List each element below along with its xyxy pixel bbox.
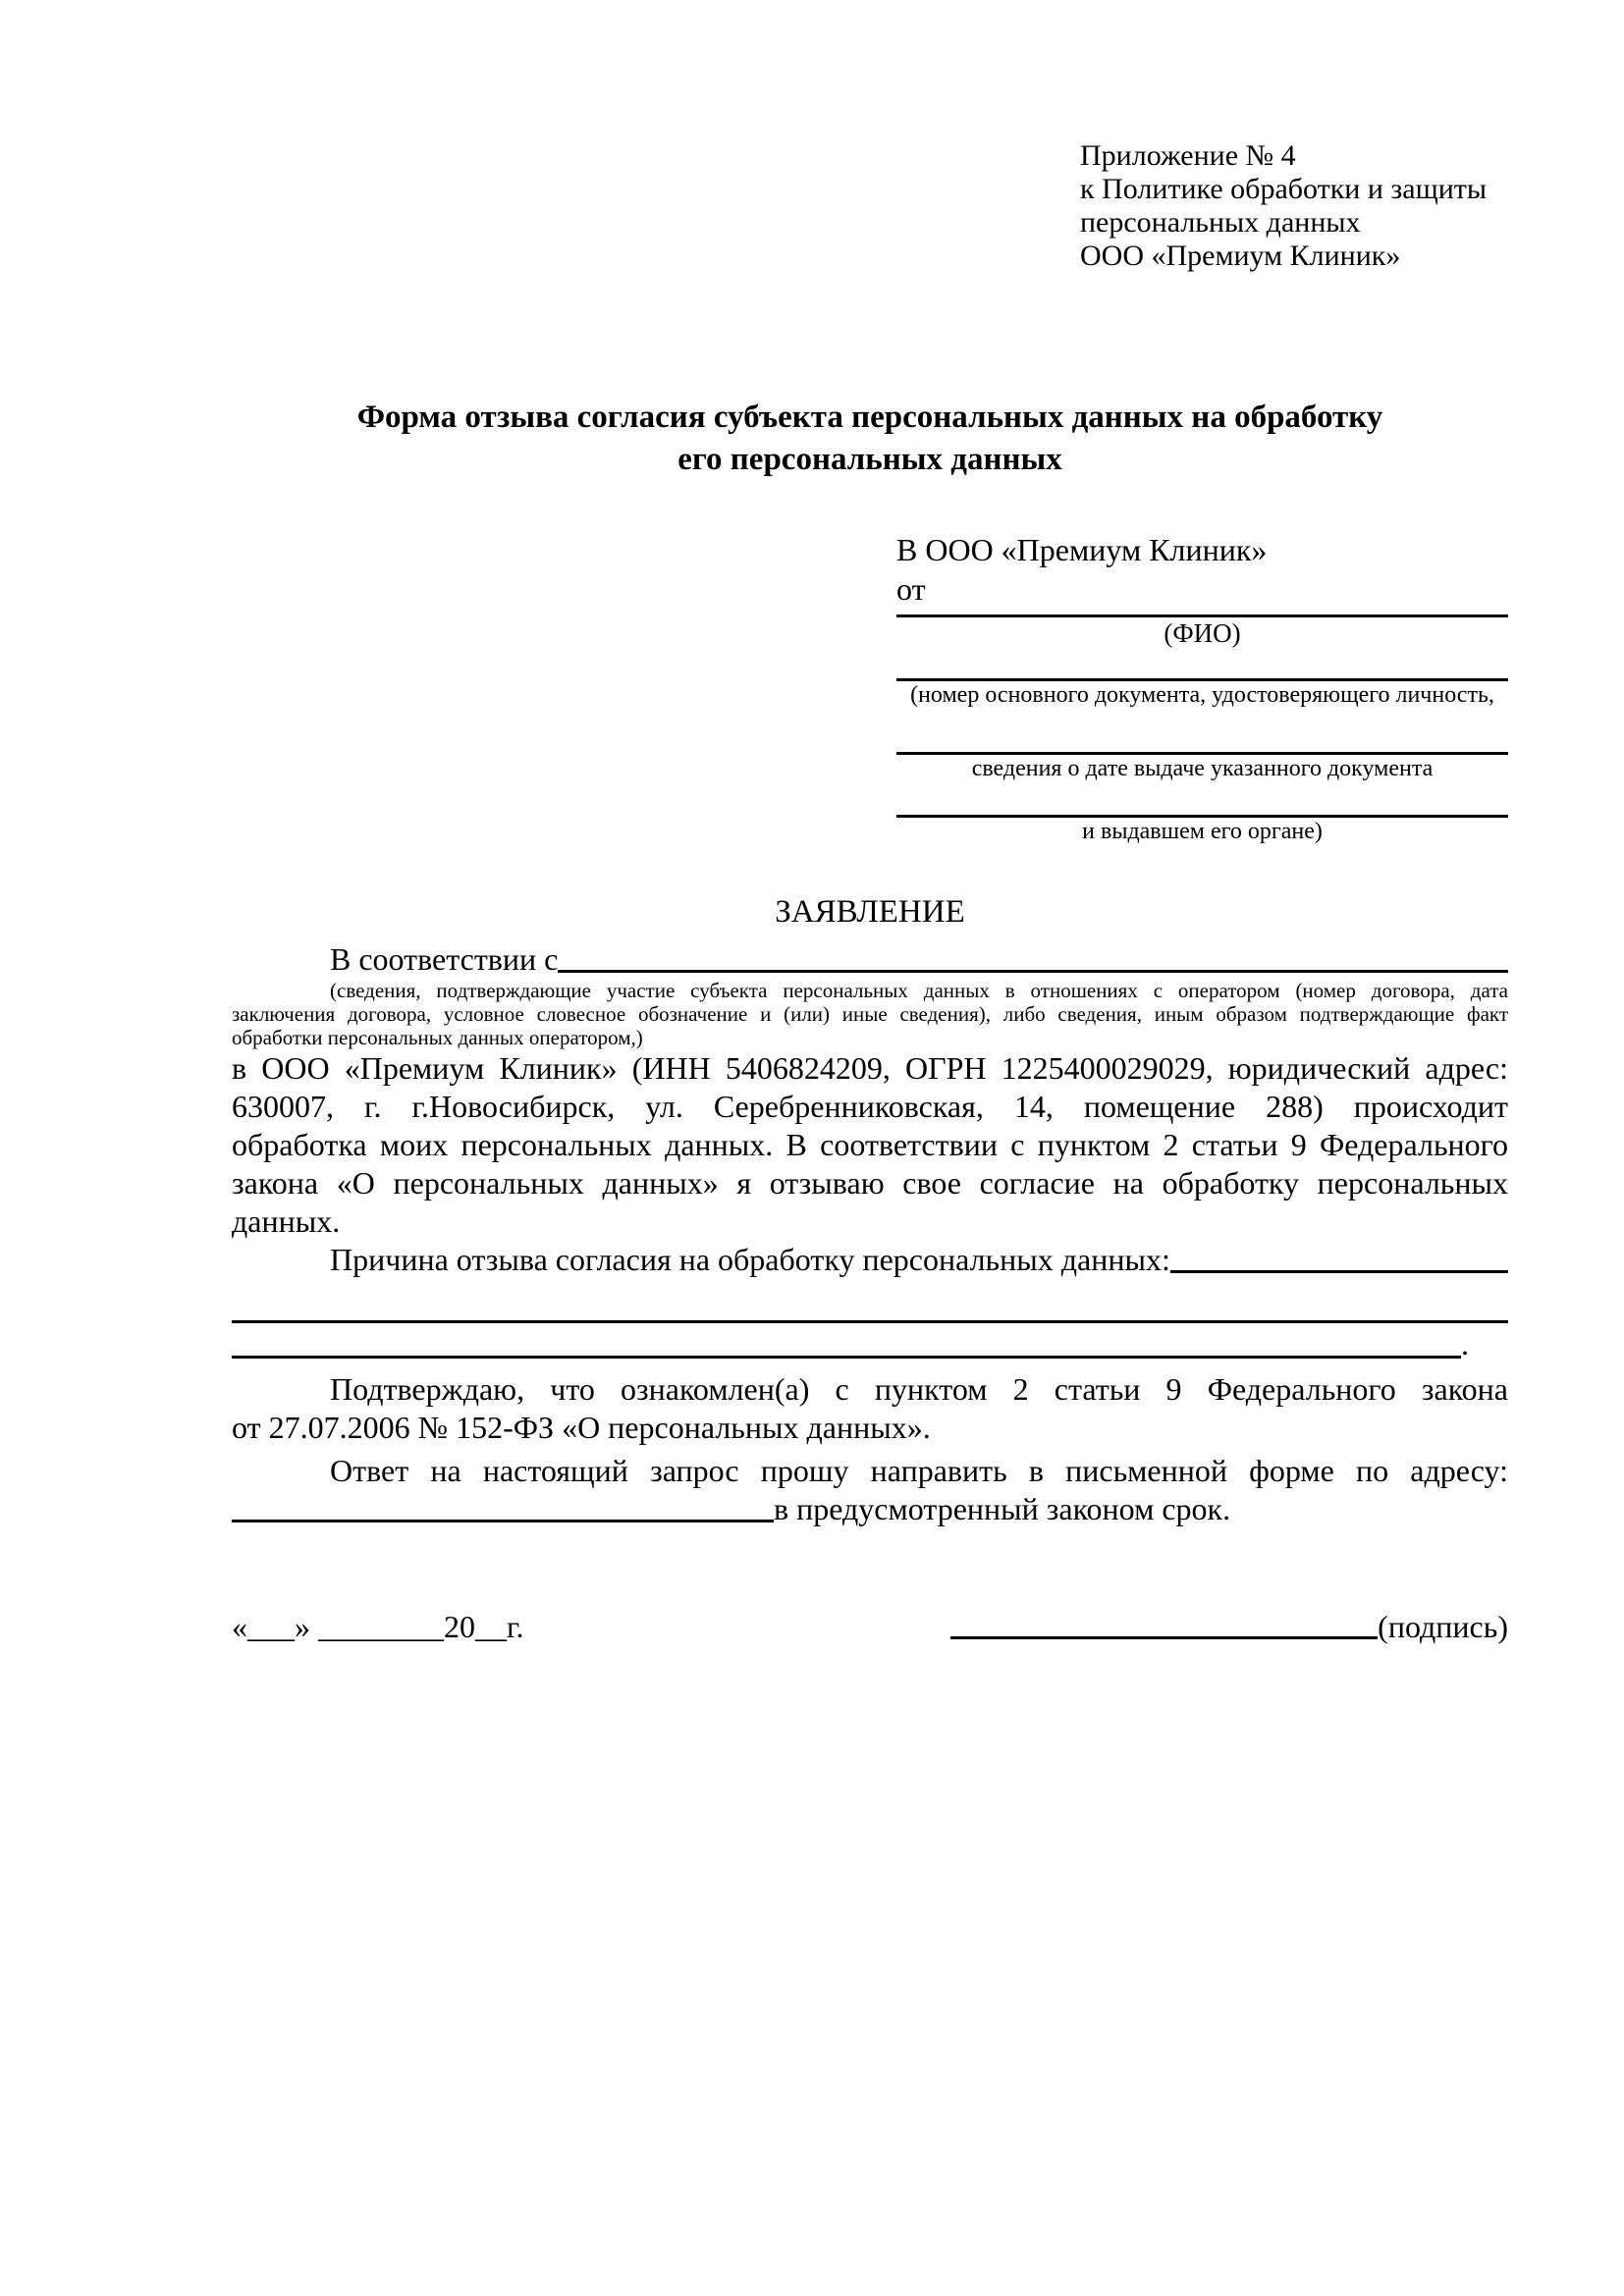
appendix-block <box>1080 139 1508 273</box>
title-line: его персональных данных <box>677 442 1062 477</box>
reason-row <box>232 1241 1508 1279</box>
date-field[interactable]: «___» ________20__г. <box>232 1609 524 1644</box>
basis-label: В соответствии с <box>330 941 559 977</box>
document-issue-date-input-line[interactable] <box>896 709 1508 755</box>
body-line: закона «О персональных данных» я отзываю свое согласие на обработку персональных <box>232 1165 1508 1201</box>
document-number-input-line[interactable] <box>896 649 1508 681</box>
title-line: Форма отзыва согласия субъекта персональных данных на обработку <box>356 400 1383 435</box>
response-label: Ответ на настоящий запрос прошу направить в письменной форме по адресу: <box>330 1453 1508 1488</box>
signature-caption: (подпись) <box>1378 1609 1508 1644</box>
basis-input-line[interactable] <box>558 940 1508 973</box>
appendix-line: ООО «Премиум Клиник» <box>1080 240 1401 272</box>
fio-input-line[interactable] <box>896 609 1508 617</box>
signature-block <box>950 1607 1508 1646</box>
response-paragraph <box>232 1452 1508 1528</box>
reason-label: Причина отзыва согласия на обработку персональных данных: <box>330 1242 1170 1277</box>
footer-row <box>232 1607 1508 1646</box>
footnote-line: (сведения, подтверждающие участие субъекта персональных данных в отношениях с оператором (номер договора, дата <box>330 979 1508 1002</box>
reason-end-period: . <box>1461 1326 1469 1362</box>
basis-footnote <box>232 979 1508 1049</box>
reason-extra-line-2[interactable] <box>232 1323 1461 1359</box>
addressee-from-label: от <box>896 571 926 607</box>
response-tail: в предусмотренный законом срок. <box>774 1491 1231 1526</box>
reason-input-line[interactable] <box>1170 1241 1508 1273</box>
document-issuer-input-line[interactable] <box>896 782 1508 818</box>
document-number-caption: (номер основного документа, удостоверяющего личность, <box>910 682 1494 708</box>
addressee-block <box>896 530 1508 845</box>
response-address-row <box>232 1490 1508 1528</box>
document-title <box>232 397 1508 481</box>
basis-row <box>232 940 1508 979</box>
addressee-to: В ООО «Премиум Клиник» <box>896 532 1268 567</box>
signature-input-line[interactable] <box>950 1607 1378 1639</box>
reason-extra-line-2-row <box>232 1323 1508 1362</box>
appendix-line: Приложение № 4 <box>1080 139 1296 172</box>
body-line: в ООО «Премиум Клиник» (ИНН 5406824209, ОГРН 1225400029029, юридический адрес: <box>232 1050 1508 1086</box>
appendix-line: персональных данных <box>1080 206 1361 239</box>
document-issuer-caption: и выдавшем его органе) <box>1082 819 1323 844</box>
footnote-line: обработки персональных данных оператором,) <box>232 1026 643 1049</box>
appendix-line: к Политике обработки и защиты <box>1080 173 1488 205</box>
confirmation-line: Подтверждаю, что ознакомлен(а) с пунктом 2 статьи 9 Федерального закона <box>330 1371 1508 1407</box>
statement-heading: ЗАЯВЛЕНИЕ <box>775 894 965 930</box>
body-paragraph <box>232 1049 1508 1241</box>
body-line: 630007, г. г.Новосибирск, ул. Серебренниковская, 14, помещение 288) происходит <box>232 1089 1508 1124</box>
reason-extra-line-1[interactable] <box>232 1279 1508 1323</box>
fio-caption: (ФИО) <box>1164 618 1241 648</box>
confirmation-paragraph <box>232 1370 1508 1447</box>
response-address-input-line[interactable] <box>232 1490 774 1522</box>
body-line: обработка моих персональных данных. В соответствии с пунктом 2 статьи 9 Федерального <box>232 1127 1508 1162</box>
body-line: данных. <box>232 1203 341 1239</box>
document-issue-date-caption: сведения о дате выдаче указанного документа <box>971 756 1434 781</box>
footnote-line: заключения договора, условное словесное обозначение и (или) иные сведения), либо сведения, иным образом подтверждающие факт <box>232 1002 1508 1026</box>
confirmation-line: от 27.07.2006 № 152-ФЗ «О персональных данных». <box>232 1410 931 1445</box>
